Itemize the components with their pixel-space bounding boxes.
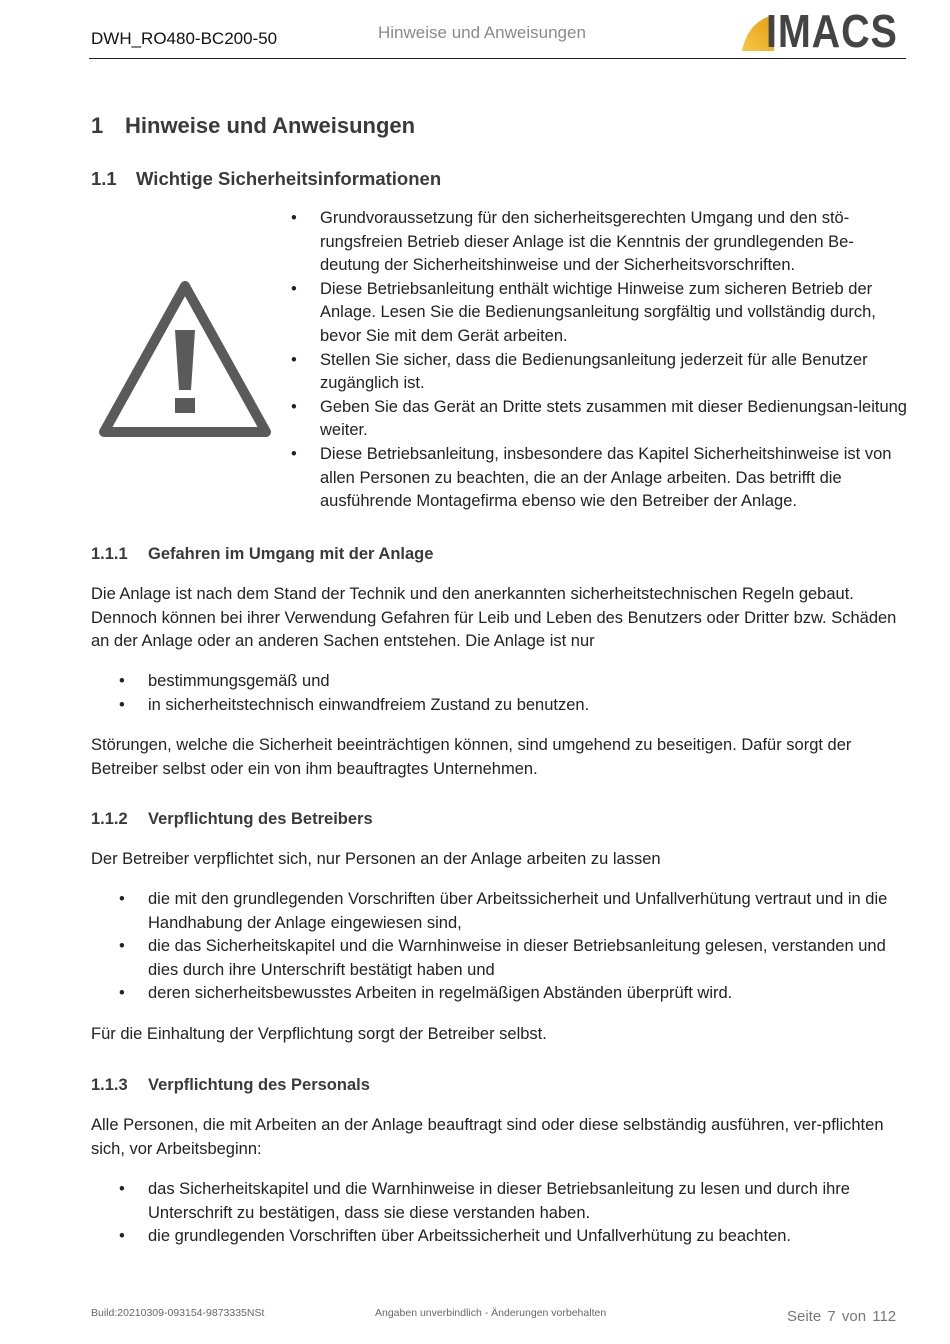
section-number: 1.1 — [91, 168, 117, 189]
imacs-logo — [740, 5, 905, 57]
section-heading-1-1 — [91, 168, 441, 190]
paragraph: Der Betreiber verpflichtet sich, nur Personen an der Anlage arbeiten zu lassen — [91, 850, 661, 868]
list-item: • die das Sicherheitskapitel und die Warnhinweise in dieser Betriebsanleitung gelesen, verstanden und dies durch ihre Unterschrift bestätigt haben und — [119, 935, 907, 982]
header-divider — [89, 58, 906, 59]
paragraph: Die Anlage ist nach dem Stand der Technik und den anerkannten sicherheitstechnischen Regeln gebaut. Dennoch können bei ihrer Verwendung Gefahren für Leib und Leben des Benutzers oder Dritter bzw. Schäden an der Anlage oder an anderen Sachen entstehen. Die Anlage ist nur — [91, 585, 897, 651]
chapter-heading — [91, 113, 415, 139]
operator-obligations-list — [119, 888, 907, 1006]
chapter-number: 1 — [91, 113, 104, 138]
personnel-obligations-list — [119, 1178, 907, 1249]
logo-text: IMACS — [766, 5, 898, 57]
section-number: 1.1.1 — [91, 545, 128, 563]
list-item: • Diese Betriebsanleitung enthält wichtige Hinweise zum sicheren Betrieb der Anlage. Lesen Sie die Bedienungsanleitung sorgfältig und vollständig durch, bevor Sie mit dem Gerät arbeiten. — [291, 278, 907, 349]
chapter-title: Hinweise und Anweisungen — [125, 113, 416, 138]
safety-info-list — [291, 207, 907, 514]
paragraph: Alle Personen, die mit Arbeiten an der Anlage beauftragt sind oder diese selbständig ausführen, ver-pflichten sich, vor Arbeitsbeginn: — [91, 1116, 884, 1158]
warning-triangle-icon — [98, 278, 272, 440]
list-item: • Geben Sie das Gerät an Dritte stets zusammen mit dieser Bedienungsan-leitung weiter. — [291, 396, 907, 443]
list-item: • Grundvoraussetzung für den sicherheitsgerechten Umgang und den stö-rungsfreien Betrieb dieser Anlage ist die Kenntnis der grundlegenden Be-deutung der Sicherheitshinweise und der Sicherheitsvorschriften. — [291, 207, 907, 278]
usage-conditions-list — [119, 670, 907, 717]
section-number: 1.1.3 — [91, 1076, 128, 1094]
paragraph: Störungen, welche die Sicherheit beeinträchtigen können, sind umgehend zu beseitigen. Dafür sorgt der Betreiber selbst oder ein von ihm beauftragtes Unternehmen. — [91, 736, 852, 778]
list-item: • Stellen Sie sicher, dass die Bedienungsanleitung jederzeit für alle Benutzer zugänglich ist. — [291, 349, 907, 396]
section-heading-1-1-2 — [91, 810, 373, 829]
paragraph: Für die Einhaltung der Verpflichtung sorgt der Betreiber selbst. — [91, 1025, 547, 1043]
build-info: Build:20210309-093154-9873335NSt — [91, 1307, 265, 1319]
list-item: • bestimmungsgemäß und — [119, 670, 907, 694]
list-item: • das Sicherheitskapitel und die Warnhinweise in dieser Betriebsanleitung zu lesen und durch ihre Unterschrift zu bestätigen, dass sie diese verstanden haben. — [119, 1178, 907, 1225]
list-item: • die grundlegenden Vorschriften über Arbeitssicherheit und Unfallverhütung zu beachten. — [119, 1225, 907, 1249]
list-item: • die mit den grundlegenden Vorschriften über Arbeitssicherheit und Unfallverhütung vertraut und in die Handhabung der Anlage eingewiesen sind, — [119, 888, 907, 935]
footer-disclaimer: Angaben unverbindlich - Änderungen vorbehalten — [375, 1307, 607, 1319]
section-title: Gefahren im Umgang mit der Anlage — [148, 545, 434, 563]
section-title: Verpflichtung des Personals — [148, 1076, 370, 1094]
list-item: • deren sicherheitsbewusstes Arbeiten in regelmäßigen Abständen überprüft wird. — [119, 982, 907, 1006]
section-heading-1-1-3 — [91, 1076, 370, 1095]
section-title: Wichtige Sicherheitsinformationen — [136, 168, 442, 189]
section-heading-1-1-1 — [91, 545, 433, 564]
document-id: DWH_RO480-BC200-50 — [91, 29, 278, 48]
section-title: Verpflichtung des Betreibers — [148, 810, 373, 828]
list-item: • in sicherheitstechnisch einwandfreiem Zustand zu benutzen. — [119, 694, 907, 718]
page-number: Seite 7 von 112 — [787, 1308, 897, 1325]
list-item: • Diese Betriebsanleitung, insbesondere das Kapitel Sicherheitshinweise ist von allen Personen zu beachten, die an der Anlage arbeiten. Das betrifft die ausführende Montagefirma ebenso wie den Betreiber der Anlage. — [291, 443, 907, 514]
header-title: Hinweise und Anweisungen — [378, 23, 586, 42]
section-number: 1.1.2 — [91, 810, 128, 828]
